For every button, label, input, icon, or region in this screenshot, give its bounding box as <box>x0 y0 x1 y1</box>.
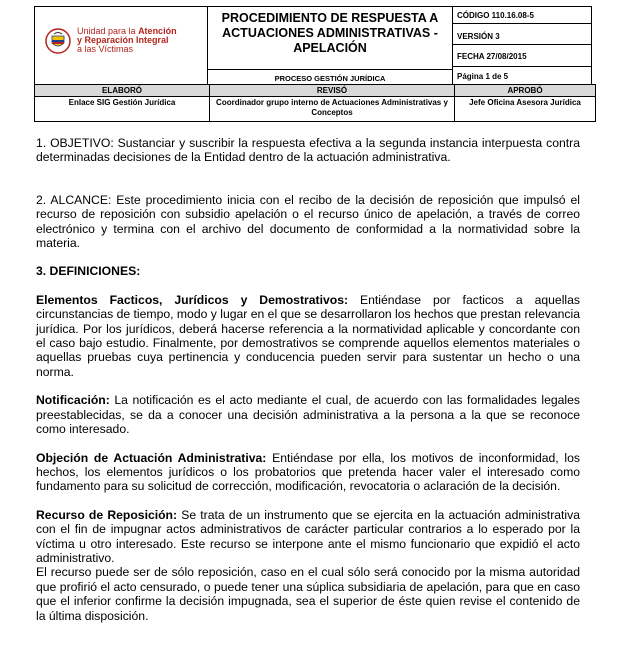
objective-label: 1. OBJETIVO: <box>36 136 114 150</box>
header-reviso: REVISÓ <box>210 85 455 97</box>
document-body <box>36 126 580 623</box>
approval-table <box>34 84 596 122</box>
definition-elementos <box>36 293 580 379</box>
objective-text: Sustanciar y suscribir la respuesta efectiva a la segunda instancia interpuesta contra determinadas decisiones de la Entidad dentro de la actuación administrativa. <box>36 136 580 165</box>
header-elaboro: ELABORÓ <box>35 85 210 97</box>
definition-recurso <box>36 508 580 566</box>
definition-term: Elementos Facticos, Jurídicos y Demostrativos: <box>36 292 349 307</box>
process-name: PROCESO GESTIÓN JURÍDICA <box>208 69 452 83</box>
definition-objecion <box>36 451 580 494</box>
title-cell <box>208 7 453 85</box>
logo-line-3: a las Víctimas <box>77 44 134 54</box>
document-date: FECHA 27/08/2015 <box>453 44 591 66</box>
section-scope <box>36 193 580 251</box>
document-header <box>34 6 592 85</box>
document-code: CÓDIGO 110.16.08-5 <box>457 11 534 20</box>
value-elaboro: Enlace SIG Gestión Jurídica <box>35 97 210 122</box>
logo-line-1: Unidad para la <box>77 26 136 36</box>
definition-term: Objeción de Actuación Administrativa: <box>36 450 267 465</box>
logo-line-2: y Reparación Integral <box>77 35 169 45</box>
logo-cell <box>35 7 208 85</box>
logo-line-1-bold: Atención <box>138 26 177 36</box>
entity-logo <box>35 7 207 54</box>
definition-text: La notificación es el acto mediante el cual, de acuerdo con las formalidades legales preestablecidas, se da a conocer una decisión administrativa a la persona a la que se reconoce como interesado. <box>36 393 580 437</box>
colombia-coat-of-arms-icon <box>45 28 71 54</box>
document-version: VERSIÓN 3 <box>453 23 591 44</box>
scope-label: 2. ALCANCE: <box>36 192 112 207</box>
value-aprobo: Jefe Oficina Asesora Jurídica <box>455 97 596 122</box>
section-objective <box>36 136 580 165</box>
page-number: Página 1 de 5 <box>453 66 591 84</box>
definition-term: Notificación: <box>36 393 110 408</box>
definition-recurso-continued: El recurso puede ser de sólo reposición, caso en el cual sólo será conocido por la misma autoridad que profirió el acto censurado, o puede tener una súplica subsidiaria de apelación, para que en caso que el inferior confirme la decisión impugnada, sea el superior de éste quien revise el contenido de la última disposición. <box>36 565 580 623</box>
meta-cell <box>453 7 592 85</box>
header-aprobo: APROBÓ <box>455 85 596 97</box>
logo-text <box>77 27 177 54</box>
value-reviso: Coordinador grupo interno de Actuaciones Administrativas y Conceptos <box>210 97 455 122</box>
scope-text: Este procedimiento inicia con el recibo de la decisión de reposición que impulsó el recurso de reposición con subsidio apelación o el recurso único de apelación, a través de correo electrónico y termina con el archivo del documento de conformidad a la normatividad sobre la materia. <box>36 192 580 251</box>
definition-notificacion <box>36 393 580 436</box>
definition-text: Se trata de un instrumento que se ejercita en la actuación administrativa con el fin de impugnar actos administrativos de carácter particular contrarios a lo esperado por la víctima u otro interesado. Este recurso se interpone ante el mismo funcionario que expidió el acto administrativo. <box>36 507 580 565</box>
document-title: PROCEDIMIENTO DE RESPUESTA A ACTUACIONES ADMINISTRATIVAS - APELACIÓN <box>221 11 439 55</box>
definition-text: Entiéndase por facticos a aquellas circunstancias de tiempo, modo y lugar en el que se desarrollaron los hechos que prestan relevancia jurídica. Por los jurídicos, deberá hacerse referencia a la normatividad aplicable y concordante con el caso bajo estudio. Finalmente, por demostrativos se comprende aquellos elementos materiales o aquellas pruebas cuya pertinencia y conducencia pueden servir para sustentar un hecho o una norma. <box>36 292 581 379</box>
definition-term: Recurso de Reposición: <box>36 507 178 522</box>
section-definitions-heading: 3. DEFINICIONES: <box>36 264 141 279</box>
definition-text: Entiéndase por ella, los motivos de inconformidad, los hechos, los elementos jurídicos o los probatorios que pretenda hacer valer el interesado como fundamento para su solicitud de corrección, modificación, revocatoria o aclaración de la decisión. <box>36 450 580 494</box>
